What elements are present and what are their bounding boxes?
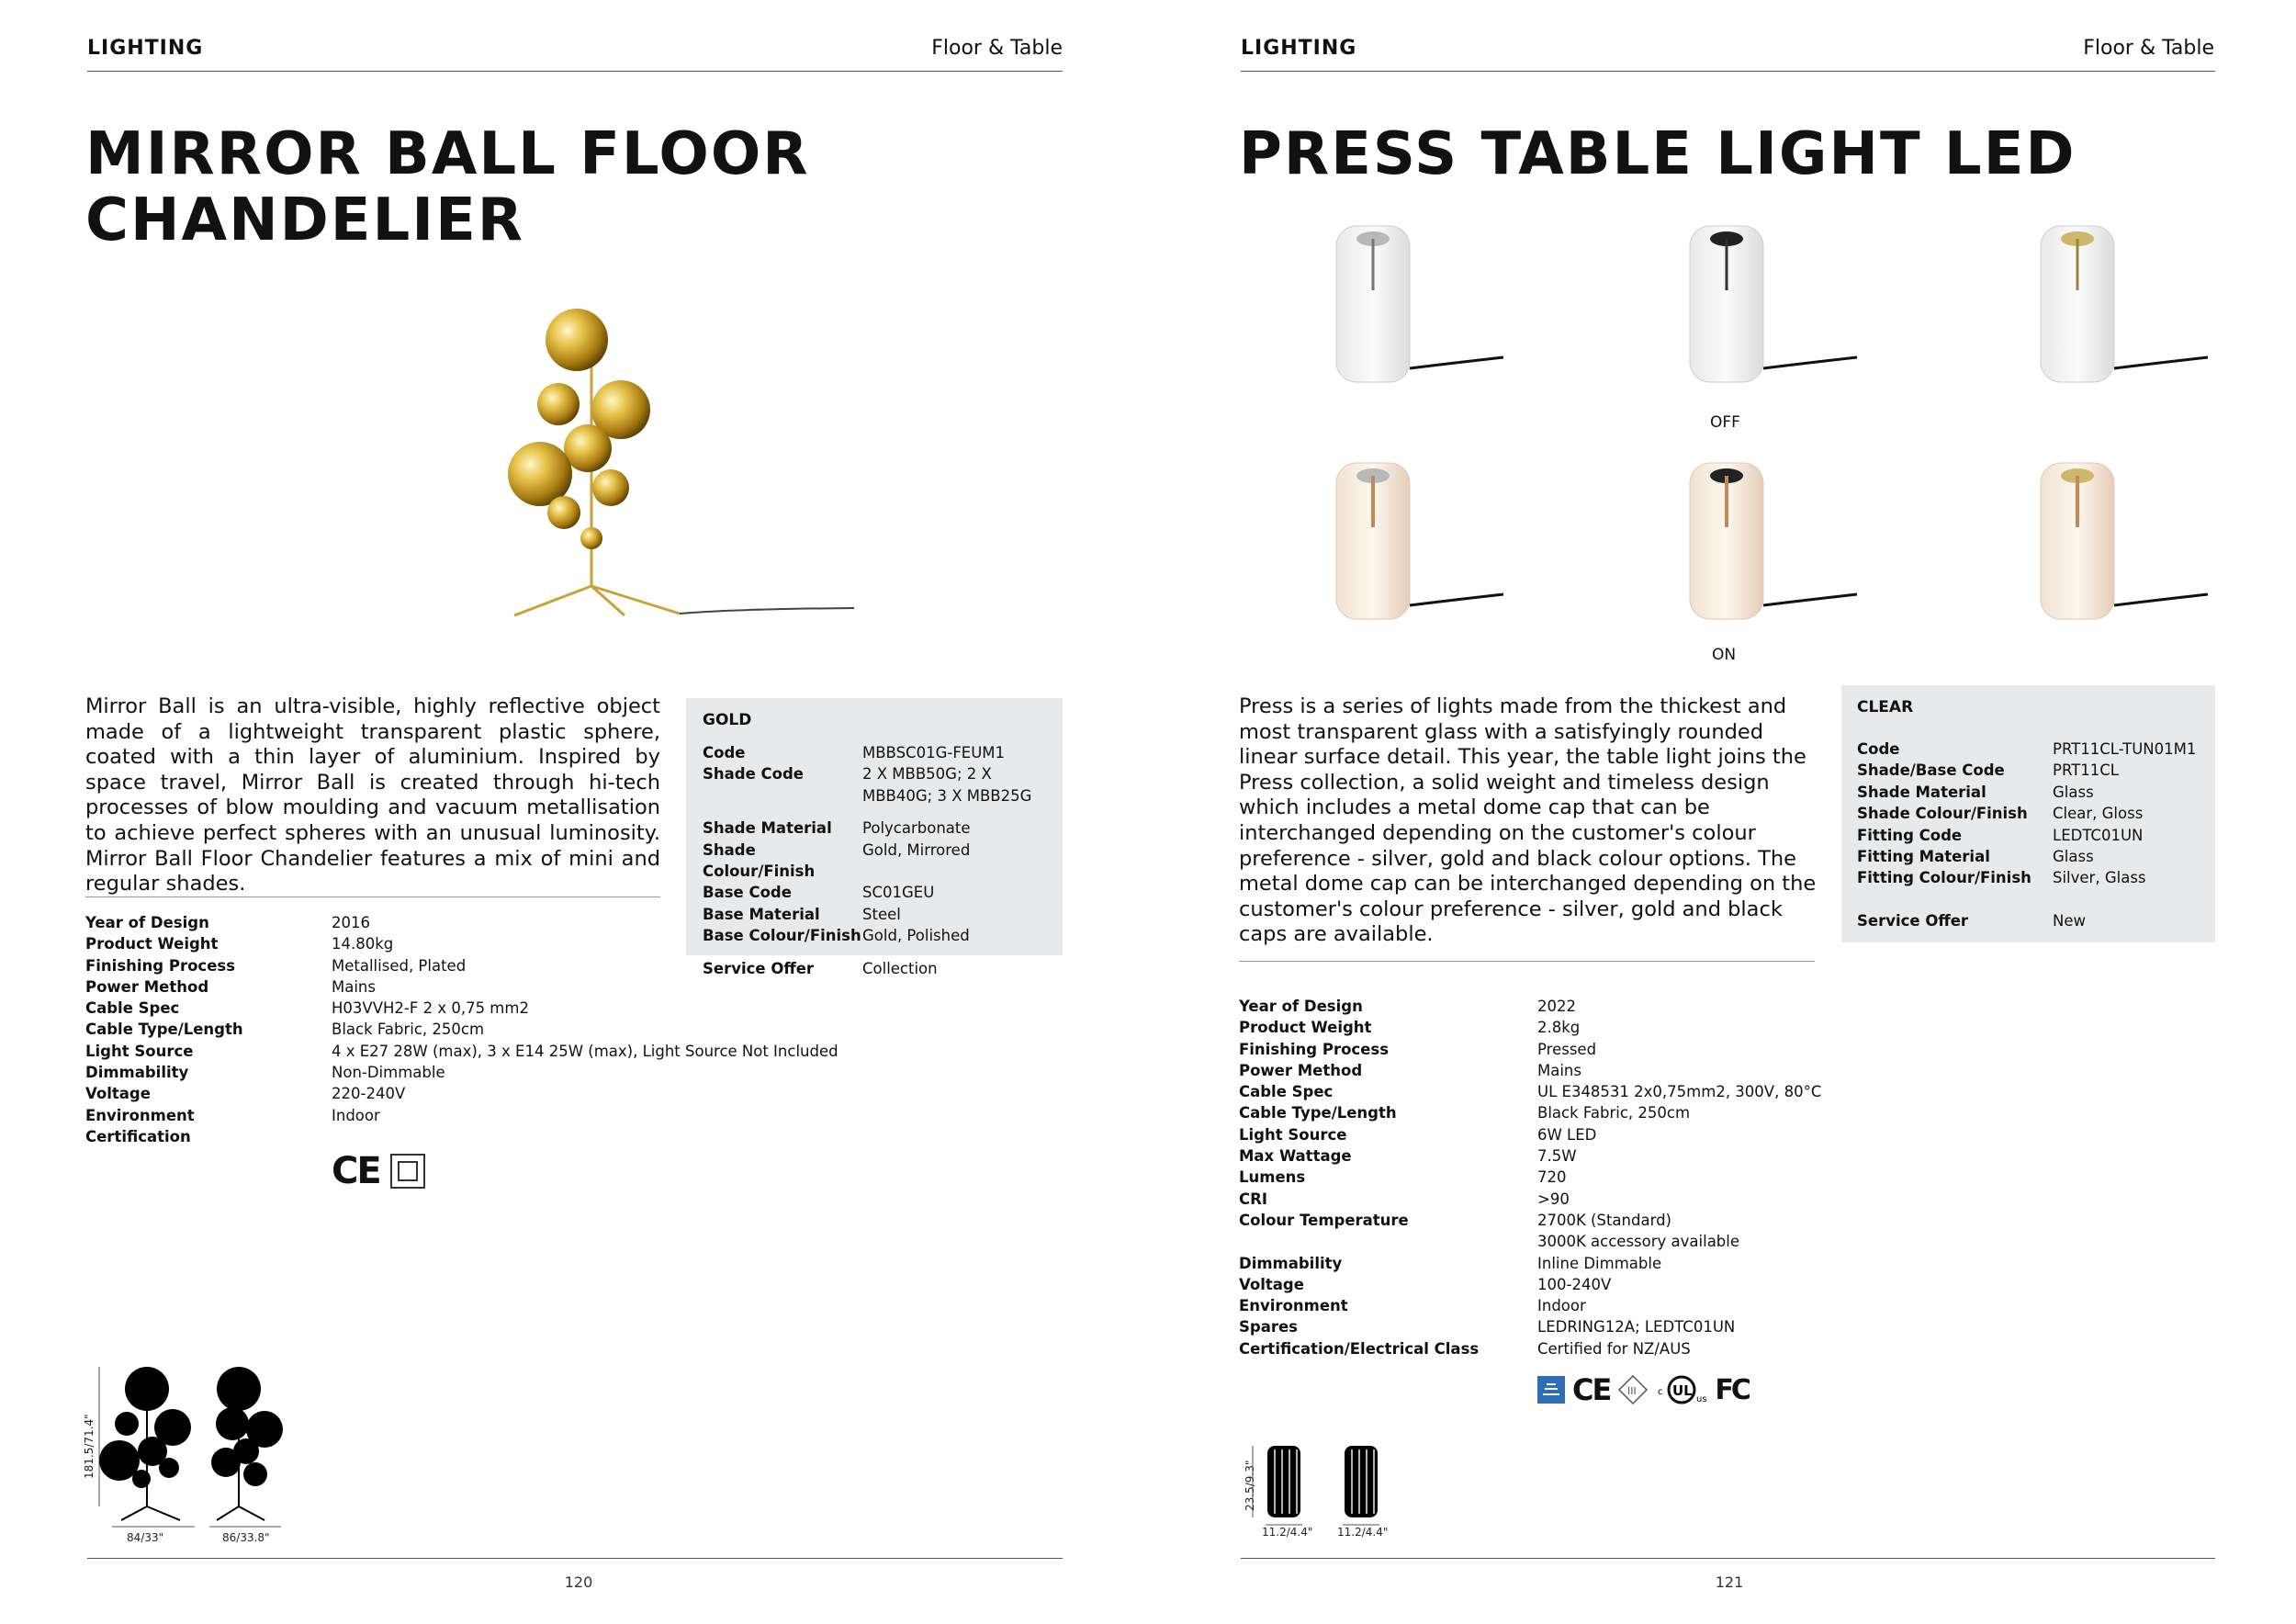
variant-label: Shade Code	[703, 765, 804, 784]
state-label-on: ON	[1712, 646, 1737, 664]
spec-label: Product Weight	[1239, 1019, 1372, 1037]
section-label: LIGHTING	[87, 37, 204, 60]
spec-value: Mains	[332, 977, 376, 996]
variant-label	[703, 785, 862, 806]
spec-label: Environment	[85, 1106, 195, 1124]
page-number: 121	[1715, 1573, 1744, 1591]
header-divider	[1241, 71, 2215, 72]
spec-label: Cable Type/Length	[85, 1021, 243, 1039]
spec-value: UL E348531 2x0,75mm2, 300V, 80°C	[1537, 1083, 1822, 1101]
variant-value: Gold, Polished	[862, 927, 970, 945]
spec-label: Environment	[1239, 1297, 1348, 1315]
certification-icons	[332, 1150, 426, 1192]
spec-value: 720	[1537, 1168, 1567, 1187]
variant-value: LEDTC01UN	[2053, 826, 2144, 844]
variant-label: Base Colour/Finish	[703, 927, 861, 945]
variant-value: SC01GEU	[862, 884, 935, 902]
spec-value: 4 x E27 28W (max), 3 x E14 25W (max), Light Source Not Included	[332, 1042, 838, 1060]
spec-label: Voltage	[1239, 1275, 1304, 1293]
rcm-icon	[1537, 1376, 1565, 1404]
variant-label: Fitting Colour/Finish	[1857, 869, 2032, 887]
variant-value: Polycarbonate	[862, 819, 971, 838]
spec-label: Colour Temperature	[1239, 1211, 1409, 1229]
variant-label: Service Offer	[1857, 911, 1969, 930]
spec-label: Certification	[85, 1127, 191, 1145]
spec-value: 2016	[332, 914, 370, 931]
spec-label: Product Weight	[85, 935, 219, 953]
variant-label: Base Material	[703, 905, 820, 923]
variant-value: 2 X MBB50G; 2 X	[862, 765, 992, 784]
certification-icons	[1537, 1372, 1749, 1407]
page-title-line-1: MIRROR BALL FLOOR	[85, 120, 810, 188]
spec-label: Year of Design	[1239, 998, 1363, 1015]
variant-label: Base Code	[703, 884, 792, 902]
spec-value: 2700K (Standard)	[1537, 1211, 1671, 1229]
variant-label: Service Offer	[703, 959, 815, 977]
dimension-height: 23.5/9.3"	[1244, 1460, 1256, 1511]
variant-value: Steel	[862, 905, 901, 923]
dimension-drawing	[81, 1359, 320, 1543]
variant-value: Clear, Gloss	[2053, 805, 2144, 823]
spec-label: Light Source	[85, 1042, 194, 1060]
dimension-width: 11.2/4.4"	[1262, 1526, 1313, 1539]
ce-mark-icon: CE	[332, 1150, 380, 1192]
spec-value: 7.5W	[1537, 1147, 1577, 1166]
variant-title: CLEAR	[1857, 698, 1914, 716]
svg-text:us: us	[1696, 1394, 1707, 1404]
section-label: LIGHTING	[1241, 37, 1357, 60]
variant-value: MBB40G; 3 X MBB25G	[862, 786, 1032, 805]
dimension-width: 11.2/4.4"	[1337, 1526, 1389, 1539]
variant-label: Shade Colour/Finish	[1857, 805, 2028, 823]
product-description: Mirror Ball is an ultra-visible, highly reflective object made of a lightweight transparent plastic sphere, coated with a thin layer of aluminium. Inspired by space travel, Mirror Ball is created through hi-tech processes of blow moulding and vacuum metallisation to achieve perfect spheres with an unusual luminosity. Mirror Ball Floor Chandelier features a mix of mini and regular shades.	[85, 694, 660, 897]
class-iii-icon	[1617, 1374, 1649, 1405]
spec-value: 14.80kg	[332, 935, 394, 953]
svg-text:UL: UL	[1672, 1382, 1694, 1399]
spec-value: Certified for NZ/AUS	[1537, 1339, 1691, 1358]
svg-text:c: c	[1658, 1387, 1663, 1397]
page-number: 120	[564, 1573, 593, 1591]
spec-label: Power Method	[85, 977, 209, 996]
spec-value: Indoor	[332, 1106, 380, 1124]
spec-label: Power Method	[1239, 1061, 1363, 1079]
variant-value: PRT11CL-TUN01M1	[2053, 740, 2197, 758]
spec-label: Lumens	[1239, 1168, 1306, 1187]
ce-mark-icon: CE	[1572, 1372, 1611, 1407]
variant-title: GOLD	[703, 711, 752, 729]
description-divider	[1239, 961, 1815, 962]
spec-label	[1239, 1233, 1537, 1250]
spec-value: Inline Dimmable	[1537, 1254, 1662, 1272]
header-divider	[87, 71, 1063, 72]
variant-label: Shade Material	[1857, 783, 1986, 801]
spec-label: Dimmability	[1239, 1254, 1343, 1272]
spec-label: Certification/Electrical Class	[1239, 1339, 1480, 1358]
footer-divider	[1241, 1558, 2215, 1559]
spec-label: Cable Type/Length	[1239, 1104, 1397, 1122]
variant-value: PRT11CL	[2053, 761, 2120, 780]
variant-label: Fitting Code	[1857, 826, 1963, 844]
spec-value: 2022	[1537, 998, 1576, 1015]
page-title-line-2: CHANDELIER	[85, 186, 525, 254]
spec-label: Finishing Process	[1239, 1040, 1390, 1058]
mirror-ball-chandelier-image	[496, 292, 863, 623]
spec-label: Max Wattage	[1239, 1147, 1352, 1166]
variant-label: Code	[1857, 740, 1900, 758]
footer-divider	[87, 1558, 1063, 1559]
category-label: Floor & Table	[2083, 37, 2214, 60]
variant-value: Silver, Glass	[2053, 869, 2146, 887]
spec-value: >90	[1537, 1190, 1570, 1208]
spec-label: Finishing Process	[85, 956, 236, 975]
variant-box-gold	[686, 698, 1063, 977]
variant-value: MBBSC01G-FEUM1	[862, 744, 1006, 761]
spec-label: Cable Spec	[85, 999, 180, 1018]
spec-label: Dimmability	[85, 1064, 189, 1082]
spec-value: Metallised, Plated	[332, 956, 467, 975]
spec-label: Light Source	[1239, 1125, 1347, 1144]
spec-label: Spares	[1239, 1318, 1298, 1336]
press-table-light-images	[1322, 217, 2223, 636]
variant-label: Shade Colour/Finish	[703, 840, 816, 881]
spec-label: CRI	[1239, 1190, 1267, 1208]
dimension-height: 181.5/71.4"	[83, 1414, 96, 1479]
state-label-off: OFF	[1710, 413, 1740, 432]
variant-value: New	[2053, 911, 2086, 930]
spec-value: H03VVH2-F 2 x 0,75 mm2	[332, 999, 529, 1018]
spec-label: Cable Spec	[1239, 1083, 1334, 1101]
variant-value: Glass	[2053, 783, 2094, 801]
spec-value	[332, 1128, 883, 1145]
variant-box-clear	[1841, 685, 2215, 942]
variant-label: Shade/Base Code	[1857, 761, 2005, 780]
spec-value: 3000K accessory available	[1537, 1233, 1740, 1251]
spec-value: Black Fabric, 250cm	[332, 1021, 485, 1039]
page-title: PRESS TABLE LIGHT LED	[1239, 120, 2077, 188]
page-title	[85, 121, 810, 254]
spec-value: 100-240V	[1537, 1275, 1612, 1293]
spec-value: 220-240V	[332, 1085, 406, 1103]
spec-value: 6W LED	[1537, 1125, 1597, 1144]
spec-value: Black Fabric, 250cm	[1537, 1104, 1691, 1122]
spec-value: LEDRING12A; LEDTC01UN	[1537, 1318, 1736, 1336]
spec-value: 2.8kg	[1537, 1019, 1581, 1037]
dimension-width: 84/33"	[127, 1531, 164, 1544]
variant-label: Shade Material	[703, 819, 832, 838]
variant-value: Gold, Mirrored	[862, 840, 971, 859]
dimension-width: 86/33.8"	[222, 1531, 270, 1544]
spec-label: Year of Design	[85, 914, 209, 931]
spec-value: Pressed	[1537, 1040, 1597, 1058]
category-label: Floor & Table	[931, 37, 1063, 60]
variant-label: Fitting Material	[1857, 848, 1990, 866]
cul-us-icon	[1656, 1374, 1707, 1405]
spec-value: Indoor	[1537, 1297, 1586, 1315]
spec-label: Voltage	[85, 1085, 151, 1103]
svg-text:III: III	[1627, 1385, 1638, 1397]
variant-label: Code	[703, 744, 746, 761]
variant-value: Collection	[862, 959, 938, 977]
spec-table	[1239, 998, 1905, 1358]
spec-value: Mains	[1537, 1061, 1581, 1079]
fcc-icon: FC	[1715, 1373, 1749, 1406]
variant-value: Glass	[2053, 848, 2094, 866]
product-description: Press is a series of lights made from the thickest and most transparent glass with a satisfyingly rounded linear surface detail. This year, the table light joins the Press collection, a solid weight and timeless design which includes a metal dome cap that can be interchanged depending on the customer's colour preference - silver, gold and black colour options. The metal dome cap can be interchanged depending on the customer's colour preference - silver, gold and black caps are available.	[1239, 694, 1817, 947]
class-ii-icon	[389, 1153, 426, 1190]
spec-value: Non-Dimmable	[332, 1064, 445, 1082]
